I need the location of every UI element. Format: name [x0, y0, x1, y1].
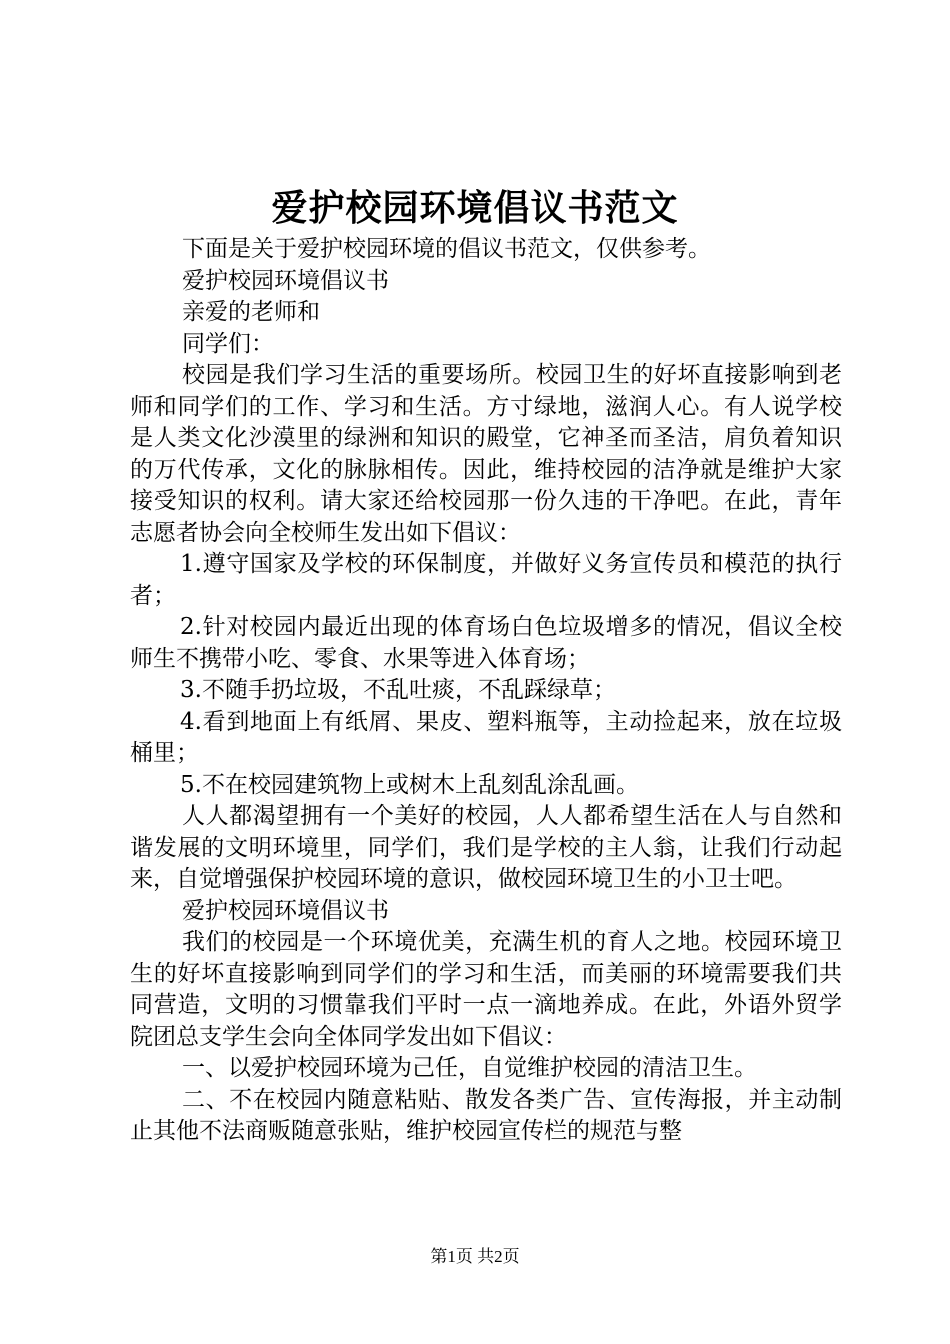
body-paragraph: 校园是我们学习生活的重要场所。校园卫生的好坏直接影响到老师和同学们的工作、学习和生活。方寸绿地，滋润人心。有人说学校是人类文化沙漠里的绿洲和知识的殿堂，它神圣而圣洁，肩负着知识的万代传承，文化的脉脉相传。因此，维持校园的洁净就是维护大家接受知识的权利。请大家还给校园那一份久违的干净吧。在此，青年志愿者协会向全校师生发出如下倡议： [130, 362, 842, 546]
salutation-line: 亲爱的老师和 [182, 299, 320, 325]
list-item: 4.看到地面上有纸屑、果皮、塑料瓶等，主动捡起来，放在垃圾桶里； [130, 708, 842, 766]
section-heading: 爱护校园环境倡议书 [182, 267, 389, 294]
list-item: 二、不在校园内随意粘贴、散发各类广告、宣传海报，并主动制止其他不法商贩随意张贴，维护校园宣传栏的规范与整 [130, 1086, 842, 1144]
list-item: 5.不在校园建筑物上或树木上乱刻乱涂乱画。 [180, 771, 639, 798]
salutation-line: 同学们： [182, 330, 274, 357]
intro-paragraph: 下面是关于爱护校园环境的倡议书范文，仅供参考。 [182, 236, 711, 262]
body-paragraph: 人人都渴望拥有一个美好的校园，人人都希望生活在人与自然和谐发展的文明环境里，同学们，我们是学校的主人翁，让我们行动起来，自觉增强保护校园环境的意识，做校园环境卫生的小卫士吧。 [130, 803, 842, 892]
list-item: 一、以爱护校园环境为己任，自觉维护校园的清洁卫生。 [182, 1055, 757, 1081]
list-item: 3.不随手扔垃圾，不乱吐痰，不乱踩绿草； [180, 677, 616, 703]
page-indicator: 第1页 共2页 [430, 1247, 520, 1266]
document-body [130, 234, 842, 1148]
list-item: 2.针对校园内最近出现的体育场白色垃圾增多的情况，倡议全校师生不携带小吃、零食、水果等进入体育场； [130, 614, 842, 672]
body-paragraph: 我们的校园是一个环境优美，充满生机的育人之地。校园环境卫生的好坏直接影响到同学们的学习和生活，而美丽的环境需要我们共同营造，文明的习惯靠我们平时一点一滴地养成。在此，外语外贸学院团总支学生会向全体同学发出如下倡议： [130, 929, 842, 1050]
list-item: 1.遵守国家及学校的环保制度，并做好义务宣传员和模范的执行者； [130, 551, 842, 609]
section-heading: 爱护校园环境倡议书 [182, 897, 389, 924]
document-title: 爱护校园环境倡议书范文 [271, 187, 679, 229]
